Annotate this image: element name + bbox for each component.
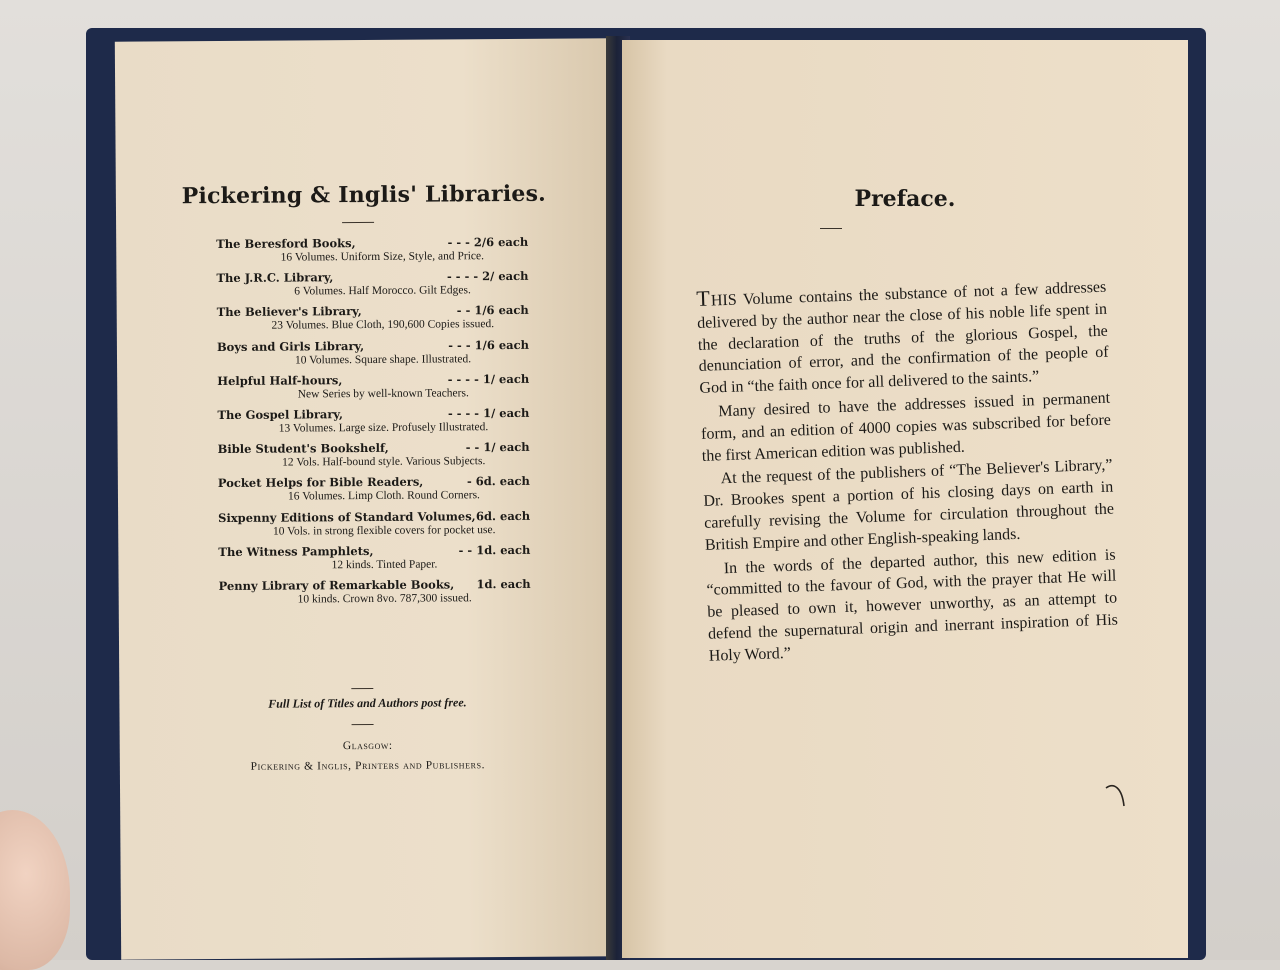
catalog-item-price: - - - - 1/ each xyxy=(447,371,530,387)
right-page xyxy=(622,40,1188,958)
catalog-item xyxy=(216,269,528,305)
catalog-item-desc: 6 Volumes. Half Morocco. Gilt Edges. xyxy=(294,284,471,298)
catalog-item-name: The Witness Pamphlets, xyxy=(218,543,374,559)
catalog-item-price: 6d. each xyxy=(475,508,531,523)
catalog-item-name: The J.R.C. Library, xyxy=(216,270,334,286)
catalog-item-name: The Gospel Library, xyxy=(217,407,344,422)
preface-paragraph: In the words of the departed author, this new edition is “committed to the favour of God, with the prayer that He will be pleased to own it, however unworthy, as an attempt to defend the supernatural origin and inerrant inspiration of His Holy Word.” xyxy=(706,546,1119,665)
footer-divider xyxy=(351,688,373,689)
catalog-item-price: - - - 2/6 each xyxy=(447,234,529,250)
catalog-item-name: Boys and Girls Library, xyxy=(216,338,365,354)
left-page xyxy=(115,38,617,959)
catalog-item xyxy=(218,543,530,579)
catalog-item-name: Bible Student's Bookshelf, xyxy=(217,440,389,457)
ink-mark-icon xyxy=(1102,780,1128,810)
preface-divider xyxy=(820,228,842,229)
catalog-item-desc: 12 kinds. Tinted Paper. xyxy=(331,558,438,571)
catalog-item xyxy=(218,440,530,476)
footer-divider-2 xyxy=(352,724,374,725)
catalog-item xyxy=(218,508,530,544)
preface-paragraph: Many desired to have the addresses issued in permanent form, and an edition of 4000 copies was subscribed for before the first American edition was published. xyxy=(700,389,1112,465)
catalog-footer-note: Full List of Titles and Authors post free. xyxy=(268,695,467,711)
catalog-item-desc: New Series by well-known Teachers. xyxy=(297,387,469,401)
preface-title: Preface. xyxy=(854,186,956,212)
catalog-item-price: - - - - 2/ each xyxy=(446,269,529,284)
catalog-item-price: 1d. each xyxy=(476,576,531,592)
catalog-item-price: - - 1/6 each xyxy=(456,303,529,318)
catalog-item xyxy=(217,372,529,408)
catalog-item-price: - - 1/ each xyxy=(465,439,530,455)
catalog-item-desc: 23 Volumes. Blue Cloth, 190,600 Copies issued. xyxy=(271,318,495,333)
catalog-item xyxy=(219,577,531,613)
catalog-item-price: - - 1d. each xyxy=(458,542,531,558)
preface-paragraph: THIS Volume contains the substance of not a few addresses delivered by the author near the close of his noble life spent in the declaration of the truths of the glorious Gospel, the denunciation of error, and the confirmation of the people of God in “the faith once for all delivered to the saints.” xyxy=(695,278,1109,398)
preface-body xyxy=(696,274,1119,670)
catalog-item xyxy=(216,235,528,271)
catalog-item-desc: 10 Volumes. Square shape. Illustrated. xyxy=(294,352,472,367)
catalog-item-name: The Beresford Books, xyxy=(216,236,356,252)
catalog-item-desc: 16 Volumes. Limp Cloth. Round Corners. xyxy=(287,489,480,503)
publisher-name: Pickering & Inglis, Printers and Publishers. xyxy=(250,759,486,773)
catalog-item-name: Sixpenny Editions of Standard Volumes, xyxy=(218,508,476,525)
catalog-item-price: - - - - 1/ each xyxy=(447,405,530,421)
catalog-item-name: The Believer's Library, xyxy=(216,304,362,320)
catalog-item-desc: 16 Volumes. Uniform Size, Style, and Price. xyxy=(280,250,485,264)
catalog-item xyxy=(218,474,530,510)
catalog-item xyxy=(217,406,529,442)
catalog-item-name: Helpful Half-hours, xyxy=(217,372,343,388)
catalog-item-name: Penny Library of Remarkable Books, xyxy=(218,577,455,593)
left-page-title: Pickering & Inglis' Libraries. xyxy=(181,180,547,210)
catalog-item-price: - 6d. each xyxy=(466,474,530,489)
library-catalog xyxy=(216,235,531,613)
catalog-item-desc: 10 Vols. in strong flexible covers for pocket use. xyxy=(272,523,496,538)
catalog-item-price: - - - 1/6 each xyxy=(448,337,529,352)
catalog-item xyxy=(217,337,529,373)
catalog-item-name: Pocket Helps for Bible Readers, xyxy=(217,474,424,491)
catalog-item xyxy=(217,303,529,339)
catalog-item-desc: 10 kinds. Crown 8vo. 787,300 issued. xyxy=(297,592,472,606)
title-divider xyxy=(342,222,374,223)
preface-paragraph: At the request of the publishers of “The Believer's Library,” Dr. Brookes spent a portion of his closing days on earth in carefully revising the Volume for circulation throughout the British Empire and other English-speaking lands. xyxy=(703,456,1115,554)
catalog-item-desc: 13 Volumes. Large size. Profusely Illustrated. xyxy=(278,421,489,435)
catalog-item-desc: 12 Vols. Half-bound style. Various Subjects. xyxy=(282,455,486,469)
publisher-city: Glasgow: xyxy=(342,739,393,753)
